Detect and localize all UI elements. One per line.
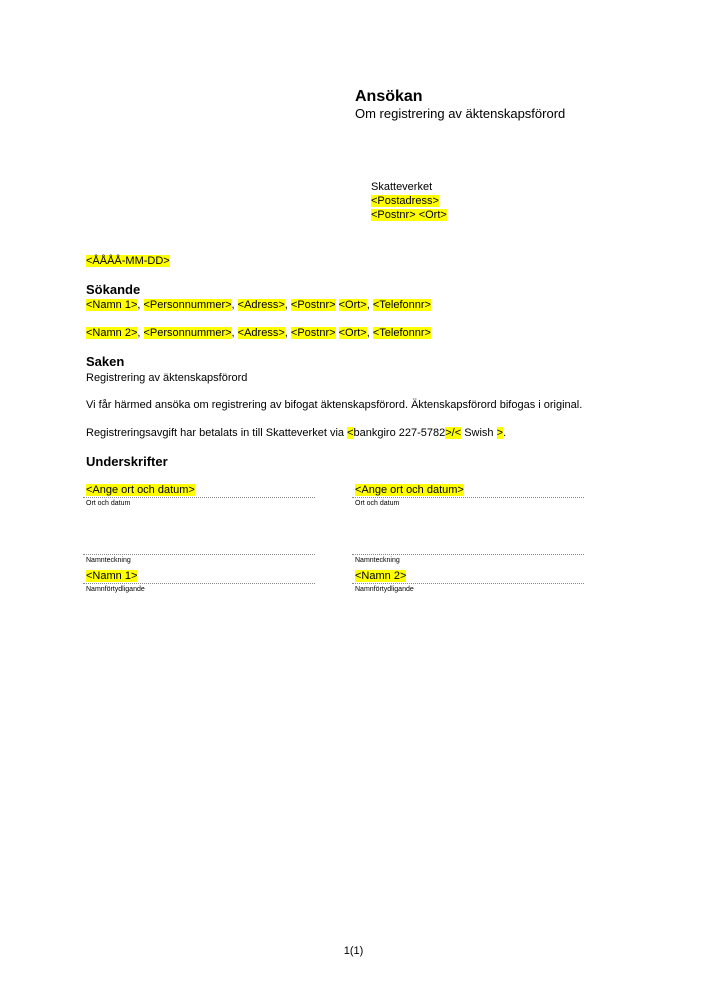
separator: , bbox=[137, 299, 144, 311]
date-line bbox=[86, 254, 170, 268]
left-place-date-field[interactable] bbox=[86, 483, 195, 497]
applicants-heading: Sökande bbox=[86, 282, 141, 297]
separator: , bbox=[231, 327, 238, 339]
separator: , bbox=[366, 327, 373, 339]
applicant-1-name: <Namn 1> bbox=[86, 299, 138, 311]
applicant-row-1 bbox=[86, 298, 431, 312]
right-place-date: <Ange ort och datum> bbox=[355, 484, 464, 496]
applicant-2-ort: <Ort> bbox=[338, 327, 367, 339]
left-signature-caption: Namnteckning bbox=[86, 557, 131, 564]
right-name-field[interactable] bbox=[355, 569, 406, 583]
fee-close: > bbox=[496, 427, 504, 439]
separator: , bbox=[284, 327, 291, 339]
fee-open: < bbox=[347, 427, 354, 439]
separator: , bbox=[366, 299, 373, 311]
applicant-2-adress: <Adress> bbox=[237, 327, 285, 339]
fee-paragraph bbox=[86, 426, 506, 440]
matter-paragraph: Vi får härmed ansöka om registrering av bifogat äktenskapsförord. Äktenskapsförord bifogas i original. bbox=[86, 399, 583, 411]
applicant-1-postnr: <Postnr> bbox=[290, 299, 336, 311]
left-place-date-caption: Ort och datum bbox=[86, 500, 131, 507]
fee-bankgiro: bankgiro 227-5782 bbox=[353, 427, 446, 439]
applicant-2-telefon: <Telefonnr> bbox=[372, 327, 431, 339]
document-subtitle: Om registrering av äktenskapsförord bbox=[355, 106, 566, 121]
separator: , bbox=[284, 299, 291, 311]
applicant-2-postnr: <Postnr> bbox=[290, 327, 336, 339]
separator: , bbox=[137, 327, 144, 339]
signatures-heading: Underskrifter bbox=[86, 454, 168, 469]
left-signature-line[interactable] bbox=[83, 554, 315, 555]
document-title: Ansökan bbox=[355, 88, 423, 105]
applicant-1-telefon: <Telefonnr> bbox=[372, 299, 431, 311]
right-signature-caption: Namnteckning bbox=[355, 557, 400, 564]
left-place-date-line bbox=[83, 497, 315, 498]
right-name: <Namn 2> bbox=[355, 570, 407, 582]
left-place-date: <Ange ort och datum> bbox=[86, 484, 195, 496]
right-place-date-field[interactable] bbox=[355, 483, 464, 497]
applicant-1-personnummer: <Personnummer> bbox=[143, 299, 232, 311]
matter-text: Registrering av äktenskapsförord bbox=[86, 372, 248, 384]
left-name-caption: Namnförtydligande bbox=[86, 586, 145, 593]
fee-prefix: Registreringsavgift har betalats in till Skatteverket via bbox=[86, 427, 348, 439]
applicant-2-personnummer: <Personnummer> bbox=[143, 327, 232, 339]
left-name: <Namn 1> bbox=[86, 570, 138, 582]
right-place-date-line bbox=[352, 497, 584, 498]
applicant-1-ort: <Ort> bbox=[338, 299, 367, 311]
right-signature-line[interactable] bbox=[352, 554, 584, 555]
document-date: <ÅÅÅÅ-MM-DD> bbox=[86, 255, 170, 267]
left-name-line bbox=[83, 583, 315, 584]
recipient-ort: <Ort> bbox=[418, 209, 447, 221]
left-name-field[interactable] bbox=[86, 569, 137, 583]
recipient-address bbox=[371, 180, 447, 222]
applicant-row-2 bbox=[86, 326, 431, 340]
applicant-2-name: <Namn 2> bbox=[86, 327, 138, 339]
fee-separator: >/< bbox=[445, 427, 462, 439]
right-place-date-caption: Ort och datum bbox=[355, 500, 400, 507]
fee-swish: Swish bbox=[461, 427, 497, 439]
fee-end: . bbox=[503, 427, 507, 439]
separator: , bbox=[231, 299, 238, 311]
recipient-postadress: <Postadress> bbox=[371, 195, 439, 207]
recipient-postnr: <Postnr> bbox=[371, 209, 416, 221]
page-number: 1(1) bbox=[343, 945, 364, 957]
applicant-1-adress: <Adress> bbox=[237, 299, 285, 311]
right-name-caption: Namnförtydligande bbox=[355, 586, 414, 593]
matter-heading: Saken bbox=[86, 354, 125, 369]
recipient-name: Skatteverket bbox=[371, 181, 433, 193]
right-name-line bbox=[352, 583, 584, 584]
